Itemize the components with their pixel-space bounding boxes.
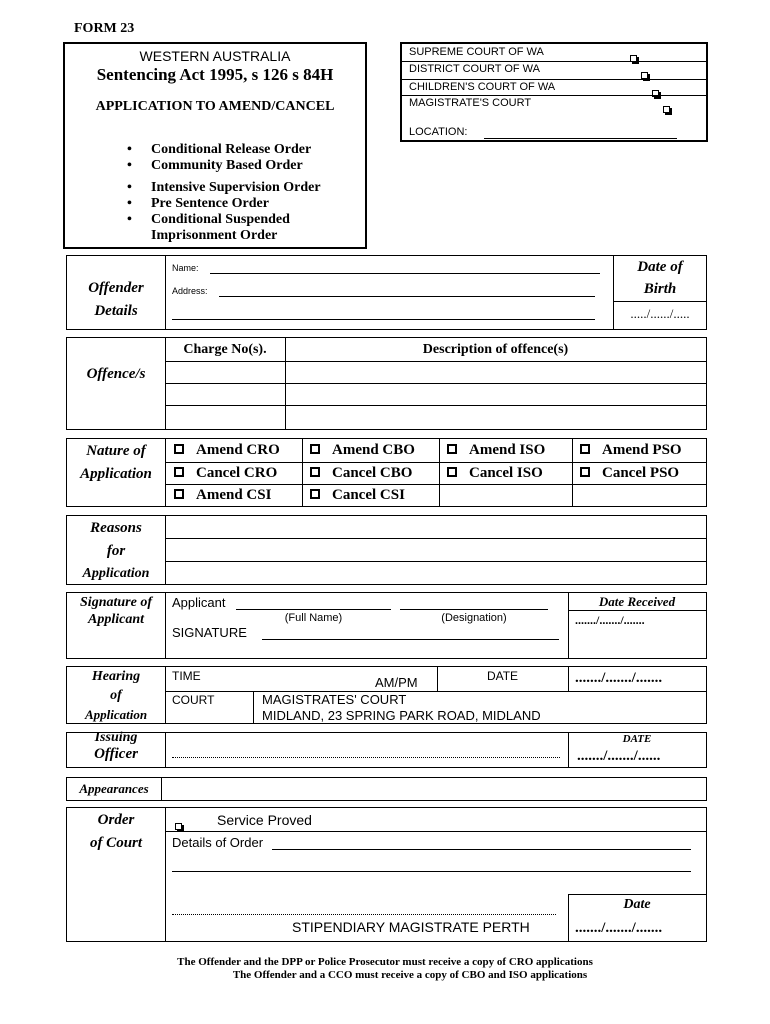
list-item: • Conditional Release Order [127,142,312,157]
cancel-pso-option[interactable]: Cancel PSO [580,465,679,482]
reason-line-1[interactable] [167,517,705,537]
offence-description-header: Description of offence(s) [422,342,569,357]
dob-label: Date of [637,259,683,275]
nature-label: Nature of [86,443,146,459]
date-received-label: Date Received [598,594,676,609]
order-label-2: of Court [89,835,143,851]
amend-csi-checkbox[interactable] [174,489,184,499]
reasons-section [66,515,707,585]
address-field[interactable] [219,296,595,297]
form-number: FORM 23 [74,21,135,36]
reasons-label: Reasons [90,520,142,536]
cancel-cbo-checkbox[interactable] [310,467,320,477]
court-option-district: DISTRICT COURT OF WA [409,63,540,75]
time-label: TIME [172,669,201,683]
reason-line-2[interactable] [167,540,705,560]
details-of-order-label: Details of Order [172,835,264,850]
ampm-label: AM/PM [375,675,418,690]
offender-details-section [66,255,707,330]
date-received-field[interactable]: ......./......./....... [575,613,645,627]
amend-pso-option[interactable]: Amend PSO [580,442,682,459]
form-header [63,42,367,249]
nature-of-application-section [66,438,707,507]
courts-box [400,42,708,142]
cancel-cro-checkbox[interactable] [174,467,184,477]
time-field[interactable] [217,668,367,689]
list-item: • Pre Sentence Order [127,196,269,211]
cancel-iso-checkbox[interactable] [447,467,457,477]
issuing-date-field[interactable]: ......./......./...... [577,748,661,764]
issuing-label: Issuing [94,730,138,745]
address-label: Address: [172,286,208,296]
amend-cbo-option[interactable]: Amend CBO [310,442,415,459]
signature-section [66,592,707,659]
reasons-label-2: for [106,543,126,559]
dob-label-2: Birth [643,281,677,297]
reasons-label-3: Application [82,566,150,581]
list-item: • Conditional Suspended [127,212,290,227]
location-label: LOCATION: [409,126,468,138]
hearing-label: Hearing [91,669,141,684]
offender-label: Offender [88,280,144,296]
amend-cbo-checkbox[interactable] [310,444,320,454]
designation-caption: (Designation) [441,612,507,624]
cancel-csi-checkbox[interactable] [310,489,320,499]
service-proved-label: Service Proved [217,812,312,828]
childrens-court-checkbox[interactable] [652,90,659,97]
appearances-section [66,777,707,801]
issuing-officer-field[interactable] [172,757,560,758]
cancel-cbo-option[interactable]: Cancel CBO [310,465,412,482]
signature-label: Signature of [80,595,152,610]
court-option-magistrates: MAGISTRATE'S COURT [409,97,532,109]
signature-field-label: SIGNATURE [172,625,247,640]
address-field-line-2[interactable] [172,319,595,320]
application-title: APPLICATION TO AMEND/CANCEL [95,99,335,114]
order-type-list [65,142,365,244]
name-label: Name: [172,263,199,273]
order-date-label: Date [623,897,651,912]
applicant-full-name-field[interactable] [236,609,391,610]
amend-iso-option[interactable]: Amend ISO [447,442,545,459]
dob-field[interactable]: ...../....../..... [630,306,690,321]
nature-label-2: Application [80,466,152,482]
charge-number-header: Charge No(s). [183,342,267,357]
appearances-label: Appearances [79,781,149,796]
hearing-label-3: Application [84,707,148,722]
list-item: Imprisonment Order [151,228,278,243]
cancel-cro-option[interactable]: Cancel CRO [174,465,277,482]
details-of-order-field-line-2[interactable] [172,871,691,872]
issuing-date-label: DATE [622,733,652,745]
service-proved-checkbox[interactable] [175,823,182,830]
issuing-officer-section [66,732,707,768]
court-address: MIDLAND, 23 SPRING PARK ROAD, MIDLAND [262,708,541,723]
footer-note-cbo-iso: The Offender and a CCO must receive a copy of CBO and ISO applications [232,969,588,981]
footer-note-cro: The Offender and the DPP or Police Prosecutor must receive a copy of CRO applications [177,956,593,968]
amend-iso-checkbox[interactable] [447,444,457,454]
location-field[interactable] [484,138,677,139]
cancel-csi-option[interactable]: Cancel CSI [310,487,405,504]
court-option-childrens: CHILDREN'S COURT OF WA [409,81,556,93]
magistrate-signature-field[interactable] [172,914,556,915]
hearing-date-field[interactable]: ......./......./....... [575,670,663,686]
cancel-iso-option[interactable]: Cancel ISO [447,465,543,482]
name-field[interactable] [210,273,600,274]
court-label: COURT [172,693,215,707]
amend-csi-option[interactable]: Amend CSI [174,487,271,504]
applicant-label: Applicant [172,595,226,610]
supreme-court-checkbox[interactable] [630,55,637,62]
offender-label-2: Details [94,303,138,319]
signature-label-2: Applicant [87,612,144,627]
court-name: MAGISTRATES' COURT [262,692,407,707]
district-court-checkbox[interactable] [641,72,648,79]
order-label: Order [97,812,135,828]
cancel-pso-checkbox[interactable] [580,467,590,477]
magistrate-title: STIPENDIARY MAGISTRATE PERTH [292,919,530,935]
appearances-field[interactable] [163,779,705,799]
details-of-order-field[interactable] [272,849,691,850]
state-title: WESTERN AUSTRALIA [139,48,291,64]
issuing-label-2: Officer [94,746,138,762]
amend-cro-option[interactable]: Amend CRO [174,442,280,459]
applicant-designation-field[interactable] [400,609,548,610]
signature-field[interactable] [262,639,559,640]
list-item: • Community Based Order [127,158,303,173]
act-title: Sentencing Act 1995, s 126 s 84H [96,65,334,84]
amend-cro-checkbox[interactable] [174,444,184,454]
magistrates-court-checkbox[interactable] [663,106,670,113]
hearing-date-label: DATE [486,669,519,683]
court-option-supreme: SUPREME COURT OF WA [409,46,544,58]
hearing-section [66,666,707,724]
order-date-field[interactable]: ......./......./....... [575,920,663,936]
reason-line-3[interactable] [167,563,705,583]
full-name-caption: (Full Name) [284,612,343,624]
offences-label: Offence/s [86,366,146,382]
amend-pso-checkbox[interactable] [580,444,590,454]
list-item: • Intensive Supervision Order [127,180,321,195]
order-of-court-section [66,807,707,942]
hearing-label-2: of [110,688,122,703]
offences-section [66,337,707,430]
